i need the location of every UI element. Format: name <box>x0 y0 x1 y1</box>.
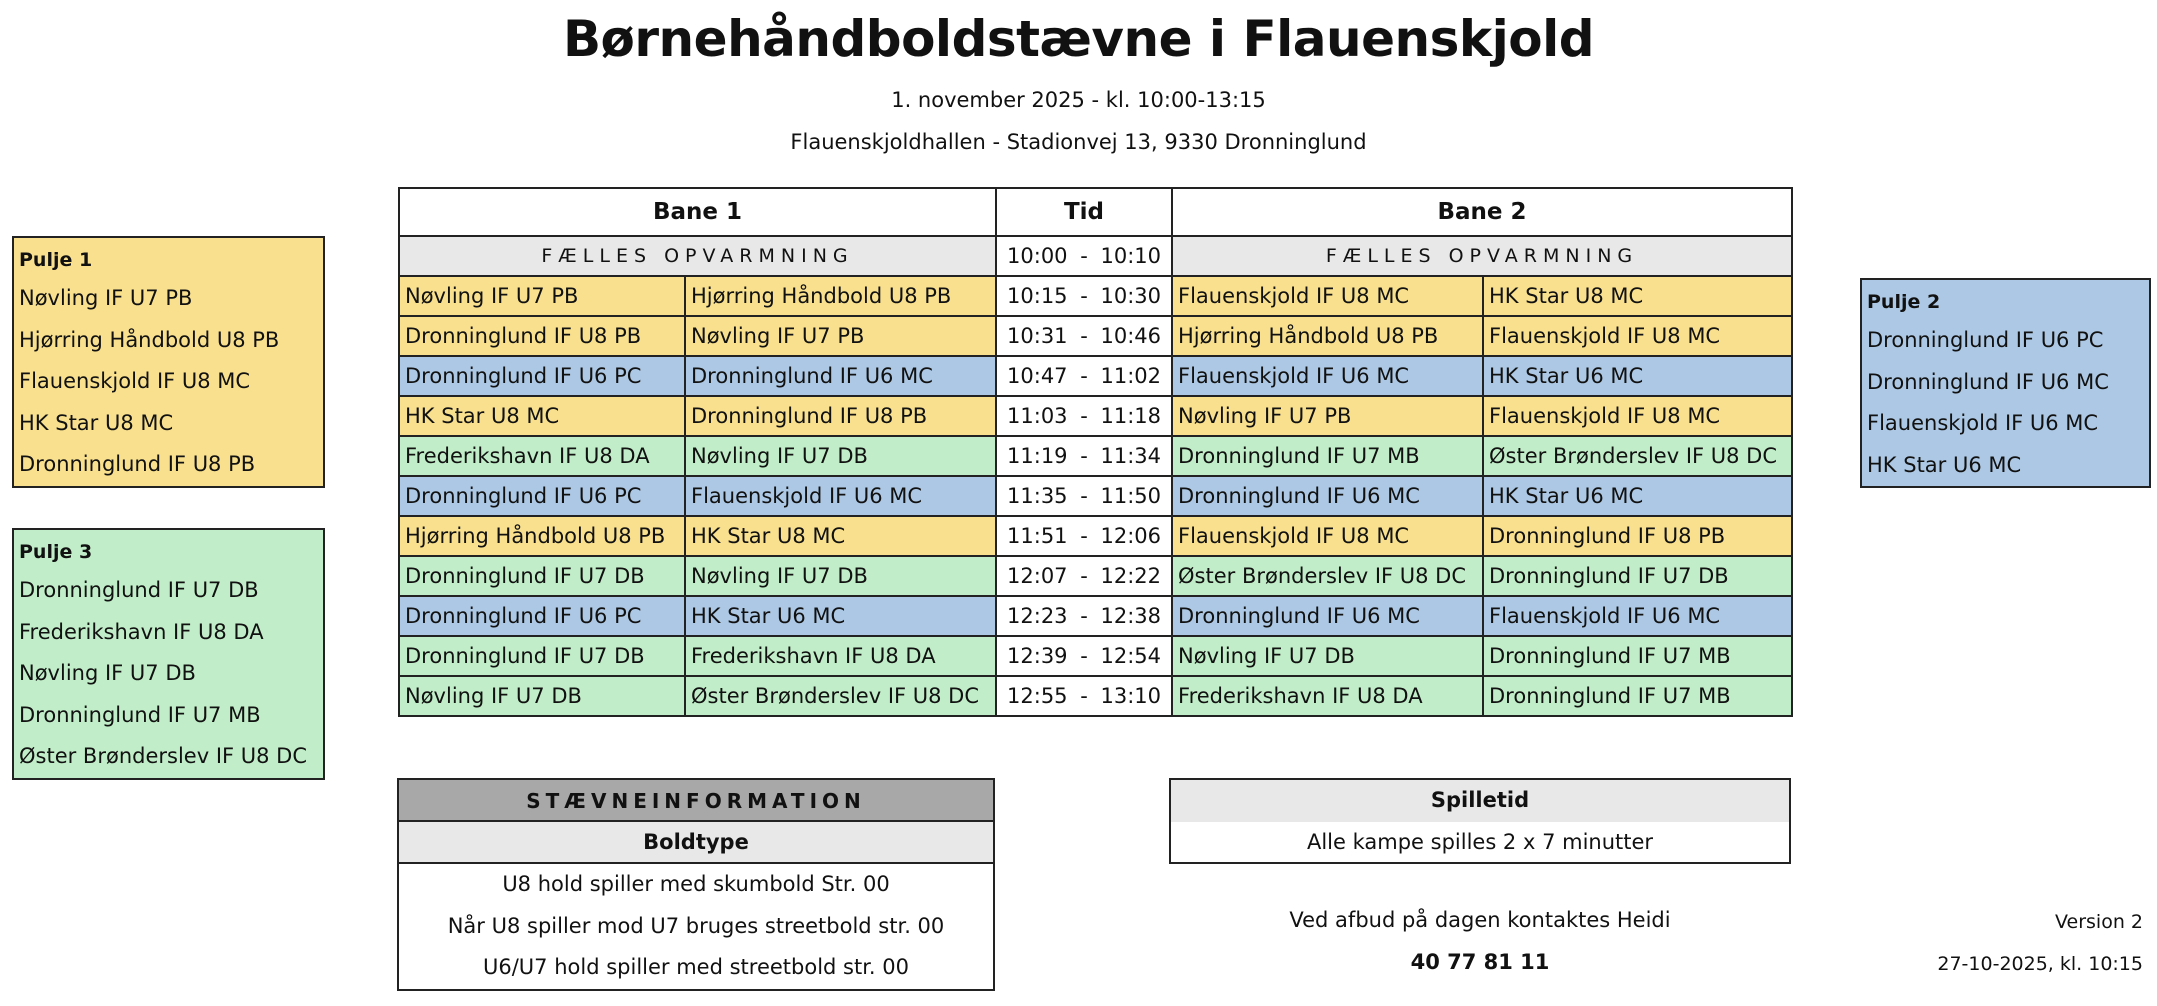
court-2-team-a: Flauenskjold IF U8 MC <box>1172 276 1483 316</box>
time-end: 13:10 <box>1100 684 1161 708</box>
time-cell <box>996 516 1172 556</box>
pool-team: HK Star U6 MC <box>1867 452 2022 477</box>
time-cell <box>996 236 1172 276</box>
time-start: 11:03 <box>1007 404 1068 428</box>
time-start: 12:23 <box>1007 604 1068 628</box>
time-dash: - <box>1080 244 1088 268</box>
court-1-team-b: Dronninglund IF U6 MC <box>685 356 996 396</box>
ball-type-header: Boldtype <box>399 822 993 864</box>
match-row <box>399 436 1792 476</box>
court-2-team-b: Øster Brønderslev IF U8 DC <box>1483 436 1792 476</box>
court-1-team-a: HK Star U8 MC <box>399 396 685 436</box>
time-start: 12:39 <box>1007 644 1068 668</box>
time-start: 10:31 <box>1007 324 1068 348</box>
contact-phone: 40 77 81 11 <box>1410 950 1550 974</box>
time-end: 11:34 <box>1100 444 1161 468</box>
playtime-box <box>1169 778 1791 864</box>
time-end: 10:30 <box>1100 284 1161 308</box>
pool-title: Pulje 1 <box>19 249 93 271</box>
court-2-team-a: Flauenskjold IF U8 MC <box>1172 516 1483 556</box>
time-cell <box>996 636 1172 676</box>
pool-2-box <box>1860 278 2151 488</box>
court-2-team-a: Flauenskjold IF U6 MC <box>1172 356 1483 396</box>
time-cell <box>996 396 1172 436</box>
court-2-team-a: Øster Brønderslev IF U8 DC <box>1172 556 1483 596</box>
court-1-team-a: Dronninglund IF U8 PB <box>399 316 685 356</box>
court-2-team-b: Dronninglund IF U7 MB <box>1483 676 1792 716</box>
pool-team: Dronninglund IF U6 PC <box>1867 328 2104 352</box>
time-cell <box>996 276 1172 316</box>
time-end: 12:06 <box>1100 524 1161 548</box>
pool-team: Dronninglund IF U7 MB <box>19 702 261 727</box>
court-2-team-b: HK Star U6 MC <box>1483 356 1792 396</box>
pool-team: Dronninglund IF U7 DB <box>19 578 259 602</box>
court-2-team-b: Dronninglund IF U7 DB <box>1483 556 1792 596</box>
court-2-team-a: Nøvling IF U7 PB <box>1172 396 1483 436</box>
pool-team: Hjørring Håndbold U8 PB <box>19 327 280 352</box>
time-cell <box>996 596 1172 636</box>
pool-team: Øster Brønderslev IF U8 DC <box>19 744 308 769</box>
court-1-team-b: HK Star U6 MC <box>685 596 996 636</box>
court-2-team-a: Nøvling IF U7 DB <box>1172 636 1483 676</box>
match-row <box>399 676 1792 716</box>
time-header: Tid <box>996 188 1172 236</box>
court-1-team-b: Frederikshavn IF U8 DA <box>685 636 996 676</box>
court-1-team-b: Flauenskjold IF U6 MC <box>685 476 996 516</box>
court-2-team-b: Dronninglund IF U8 PB <box>1483 516 1792 556</box>
pool-team: Dronninglund IF U6 MC <box>1867 369 2109 394</box>
time-start: 12:55 <box>1007 684 1068 708</box>
time-end: 11:02 <box>1100 364 1161 388</box>
time-cell <box>996 316 1172 356</box>
pool-team: Flauenskjold IF U6 MC <box>1867 411 2099 436</box>
pool-1-box <box>12 236 325 488</box>
court-1-team-b: Nøvling IF U7 DB <box>685 556 996 596</box>
court-1-team-b: Nøvling IF U7 PB <box>685 316 996 356</box>
court-2-team-a: Dronninglund IF U6 MC <box>1172 476 1483 516</box>
match-row <box>399 556 1792 596</box>
pool-team: Nøvling IF U7 PB <box>19 286 193 310</box>
time-end: 10:46 <box>1100 324 1161 348</box>
date-line: 1. november 2025 - kl. 10:00-13:15 <box>891 88 1266 112</box>
match-row <box>399 316 1792 356</box>
court-2-team-a: Hjørring Håndbold U8 PB <box>1172 316 1483 356</box>
time-start: 10:00 <box>1007 244 1068 268</box>
pool-team: Nøvling IF U7 DB <box>19 661 196 686</box>
time-start: 11:51 <box>1007 524 1068 548</box>
court-1-team-a: Dronninglund IF U6 PC <box>399 476 685 516</box>
time-start: 11:19 <box>1007 444 1068 468</box>
info-line: Når U8 spiller mod U7 bruges streetbold str. 00 <box>447 913 945 938</box>
contact-text: Ved afbud på dagen kontaktes Heidi <box>1289 908 1671 932</box>
court-1-team-a: Nøvling IF U7 PB <box>399 276 685 316</box>
match-row <box>399 636 1792 676</box>
court-1-team-a: Dronninglund IF U6 PC <box>399 596 685 636</box>
info-line: U8 hold spiller med skumbold Str. 00 <box>502 872 890 896</box>
court-2-team-b: HK Star U6 MC <box>1483 476 1792 516</box>
time-dash: - <box>1080 404 1088 428</box>
playtime-text: Alle kampe spilles 2 x 7 minutter <box>1306 830 1654 854</box>
match-row <box>399 596 1792 636</box>
court-2-team-a: Dronninglund IF U7 MB <box>1172 436 1483 476</box>
time-dash: - <box>1080 444 1088 468</box>
time-start: 11:35 <box>1007 484 1068 508</box>
court-1-team-a: Hjørring Håndbold U8 PB <box>399 516 685 556</box>
court-1-team-a: Dronninglund IF U6 PC <box>399 356 685 396</box>
time-dash: - <box>1080 324 1088 348</box>
court-2-team-b: Flauenskjold IF U8 MC <box>1483 316 1792 356</box>
time-end: 11:50 <box>1100 484 1161 508</box>
playtime-header: Spilletid <box>1171 780 1789 822</box>
time-cell <box>996 556 1172 596</box>
pool-team: Dronninglund IF U8 PB <box>19 452 256 477</box>
match-row <box>399 516 1792 556</box>
time-cell <box>996 436 1172 476</box>
time-dash: - <box>1080 644 1088 668</box>
court-1-team-a: Frederikshavn IF U8 DA <box>399 436 685 476</box>
court-1-team-b: Øster Brønderslev IF U8 DC <box>685 676 996 716</box>
court-2-team-a: Dronninglund IF U6 MC <box>1172 596 1483 636</box>
court-1-team-a: Dronninglund IF U7 DB <box>399 636 685 676</box>
court-1-header: Bane 1 <box>399 188 996 236</box>
time-dash: - <box>1080 564 1088 588</box>
time-start: 12:07 <box>1007 564 1068 588</box>
match-row <box>399 276 1792 316</box>
court-1-team-a: Dronninglund IF U7 DB <box>399 556 685 596</box>
warmup-label: FÆLLES OPVARMNING <box>399 236 996 276</box>
timestamp-label: 27-10-2025, kl. 10:15 <box>1937 953 2143 975</box>
match-row <box>399 396 1792 436</box>
time-start: 10:15 <box>1007 284 1068 308</box>
time-end: 12:22 <box>1100 564 1161 588</box>
info-line: U6/U7 hold spiller med streetbold str. 00 <box>483 955 909 979</box>
schedule-table <box>398 187 1793 717</box>
pool-team: Flauenskjold IF U8 MC <box>19 369 251 394</box>
time-dash: - <box>1080 684 1088 708</box>
time-cell <box>996 676 1172 716</box>
time-cell <box>996 356 1172 396</box>
court-2-header: Bane 2 <box>1172 188 1792 236</box>
court-2-team-b: Flauenskjold IF U8 MC <box>1483 396 1792 436</box>
venue-line: Flauenskjoldhallen - Stadionvej 13, 9330 Dronninglund <box>790 130 1367 154</box>
warmup-row <box>399 236 1792 276</box>
court-2-team-b: HK Star U8 MC <box>1483 276 1792 316</box>
court-1-team-b: Dronninglund IF U8 PB <box>685 396 996 436</box>
court-1-team-b: Nøvling IF U7 DB <box>685 436 996 476</box>
time-end: 11:18 <box>1100 404 1161 428</box>
match-row <box>399 476 1792 516</box>
pool-team: HK Star U8 MC <box>19 410 174 435</box>
time-end: 12:54 <box>1100 644 1161 668</box>
court-2-team-b: Dronninglund IF U7 MB <box>1483 636 1792 676</box>
version-label: Version 2 <box>2055 911 2143 933</box>
time-cell <box>996 476 1172 516</box>
time-dash: - <box>1080 604 1088 628</box>
pool-3-box <box>12 528 325 780</box>
time-dash: - <box>1080 284 1088 308</box>
court-2-team-a: Frederikshavn IF U8 DA <box>1172 676 1483 716</box>
court-1-team-b: HK Star U8 MC <box>685 516 996 556</box>
pool-title: Pulje 3 <box>19 541 93 563</box>
time-dash: - <box>1080 524 1088 548</box>
time-end: 12:38 <box>1100 604 1161 628</box>
time-start: 10:47 <box>1007 364 1068 388</box>
time-dash: - <box>1080 484 1088 508</box>
pool-title: Pulje 2 <box>1867 291 1941 313</box>
tournament-info-box <box>397 778 995 991</box>
court-1-team-a: Nøvling IF U7 DB <box>399 676 685 716</box>
court-2-team-b: Flauenskjold IF U6 MC <box>1483 596 1792 636</box>
time-dash: - <box>1080 364 1088 388</box>
info-title: STÆVNEINFORMATION <box>399 780 993 822</box>
match-row <box>399 356 1792 396</box>
pool-team: Frederikshavn IF U8 DA <box>19 619 264 644</box>
court-1-team-b: Hjørring Håndbold U8 PB <box>685 276 996 316</box>
warmup-label: FÆLLES OPVARMNING <box>1172 236 1792 276</box>
time-end: 10:10 <box>1100 244 1161 268</box>
page-title: Børnehåndboldstævne i Flauenskjold <box>562 10 1595 68</box>
